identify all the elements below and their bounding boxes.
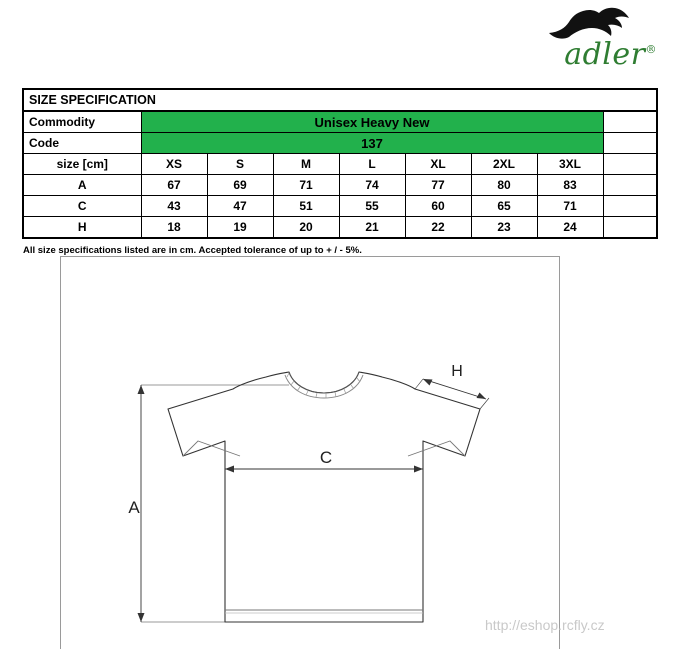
tolerance-note: All size specifications listed are in cm. Accepted tolerance of up to + / - 5%. bbox=[23, 245, 362, 256]
code-value: 137 bbox=[141, 133, 603, 154]
measure-h-l: 21 bbox=[339, 217, 405, 239]
table-row-commodity bbox=[23, 111, 657, 133]
size-header-l: L bbox=[339, 154, 405, 175]
measure-code-c: C bbox=[23, 196, 141, 217]
commodity-label: Commodity bbox=[23, 111, 141, 133]
size-header-s: S bbox=[207, 154, 273, 175]
measure-c-l: 55 bbox=[339, 196, 405, 217]
measure-a-xs: 67 bbox=[141, 175, 207, 196]
commodity-spacer bbox=[603, 111, 657, 133]
table-header-sizes bbox=[23, 154, 657, 175]
dimension-label-a: A bbox=[128, 498, 140, 517]
tshirt-technical-drawing bbox=[60, 256, 560, 649]
measure-a-m: 71 bbox=[273, 175, 339, 196]
size-header-spacer bbox=[603, 154, 657, 175]
table-row-a bbox=[23, 175, 657, 196]
measure-a-3xl: 83 bbox=[537, 175, 603, 196]
measure-c-m: 51 bbox=[273, 196, 339, 217]
measure-code-h: H bbox=[23, 217, 141, 239]
measure-a-s: 69 bbox=[207, 175, 273, 196]
table-row-h bbox=[23, 217, 657, 239]
measure-h-m: 20 bbox=[273, 217, 339, 239]
measure-a-spacer bbox=[603, 175, 657, 196]
dimension-label-c: C bbox=[319, 448, 333, 467]
code-label: Code bbox=[23, 133, 141, 154]
brand-wordmark bbox=[564, 37, 657, 72]
size-unit-label: size [cm] bbox=[23, 154, 141, 175]
size-header-3xl: 3XL bbox=[537, 154, 603, 175]
size-header-xl: XL bbox=[405, 154, 471, 175]
code-spacer bbox=[603, 133, 657, 154]
measure-h-xl: 22 bbox=[405, 217, 471, 239]
measure-c-xs: 43 bbox=[141, 196, 207, 217]
commodity-value: Unisex Heavy New bbox=[141, 111, 603, 133]
measure-c-spacer bbox=[603, 196, 657, 217]
brand-name: adler bbox=[564, 37, 646, 72]
measure-a-xl: 77 bbox=[405, 175, 471, 196]
measure-a-l: 74 bbox=[339, 175, 405, 196]
measure-c-3xl: 71 bbox=[537, 196, 603, 217]
size-header-xs: XS bbox=[141, 154, 207, 175]
measure-c-xl: 60 bbox=[405, 196, 471, 217]
size-header-2xl: 2XL bbox=[471, 154, 537, 175]
measure-h-2xl: 23 bbox=[471, 217, 537, 239]
size-header-m: M bbox=[273, 154, 339, 175]
table-row-c bbox=[23, 196, 657, 217]
measure-c-s: 47 bbox=[207, 196, 273, 217]
table-title: SIZE SPECIFICATION bbox=[23, 89, 657, 111]
brand-logo bbox=[499, 6, 659, 76]
dimension-label-h: H bbox=[451, 363, 463, 380]
measure-h-xs: 18 bbox=[141, 217, 207, 239]
measure-c-2xl: 65 bbox=[471, 196, 537, 217]
table-row-code bbox=[23, 133, 657, 154]
measure-h-s: 19 bbox=[207, 217, 273, 239]
size-specification-table bbox=[22, 88, 656, 239]
watermark-url: http://eshop.rcfly.cz bbox=[485, 617, 605, 633]
measure-h-3xl: 24 bbox=[537, 217, 603, 239]
table-title-row bbox=[23, 89, 657, 111]
registered-mark: ® bbox=[645, 43, 657, 56]
measure-code-a: A bbox=[23, 175, 141, 196]
measure-h-spacer bbox=[603, 217, 657, 239]
measure-a-2xl: 80 bbox=[471, 175, 537, 196]
tshirt-diagram bbox=[61, 257, 560, 649]
